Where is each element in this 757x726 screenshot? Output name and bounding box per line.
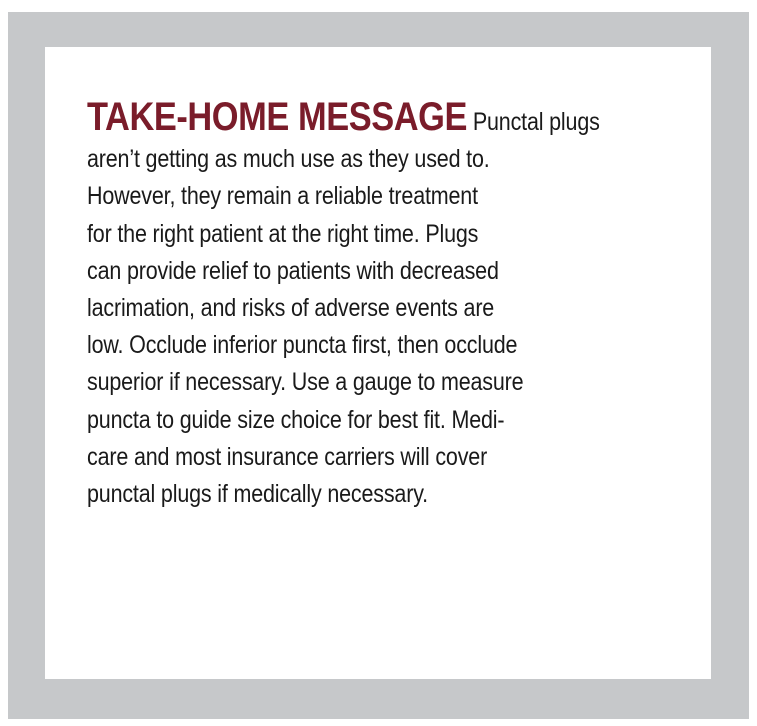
callout-line-2: However, they remain a reliable treatment bbox=[87, 182, 478, 211]
callout-line-5: lacrimation, and risks of adverse events are bbox=[87, 294, 495, 323]
callout-line-8: puncta to guide size choice for best fit. Medi- bbox=[87, 405, 505, 434]
callout-border bbox=[8, 12, 749, 719]
callout-text bbox=[87, 95, 603, 513]
callout-line-3: for the right patient at the right time. Plugs bbox=[87, 219, 479, 248]
callout-card bbox=[45, 47, 711, 679]
callout-line-4: can provide relief to patients with decreased bbox=[87, 256, 499, 285]
callout-line-6: low. Occlude inferior puncta first, then occlude bbox=[87, 331, 518, 360]
callout-line-10: punctal plugs if medically necessary. bbox=[87, 480, 428, 509]
callout-line-0: Punctal plugs bbox=[472, 108, 600, 136]
callout-heading: TAKE-HOME MESSAGE bbox=[87, 95, 468, 139]
callout-first-line bbox=[87, 95, 603, 141]
callout-line-7: superior if necessary. Use a gauge to measure bbox=[87, 368, 524, 397]
callout-line-1: aren’t getting as much use as they used to. bbox=[87, 145, 490, 174]
callout-line-9: care and most insurance carriers will cover bbox=[87, 442, 488, 471]
